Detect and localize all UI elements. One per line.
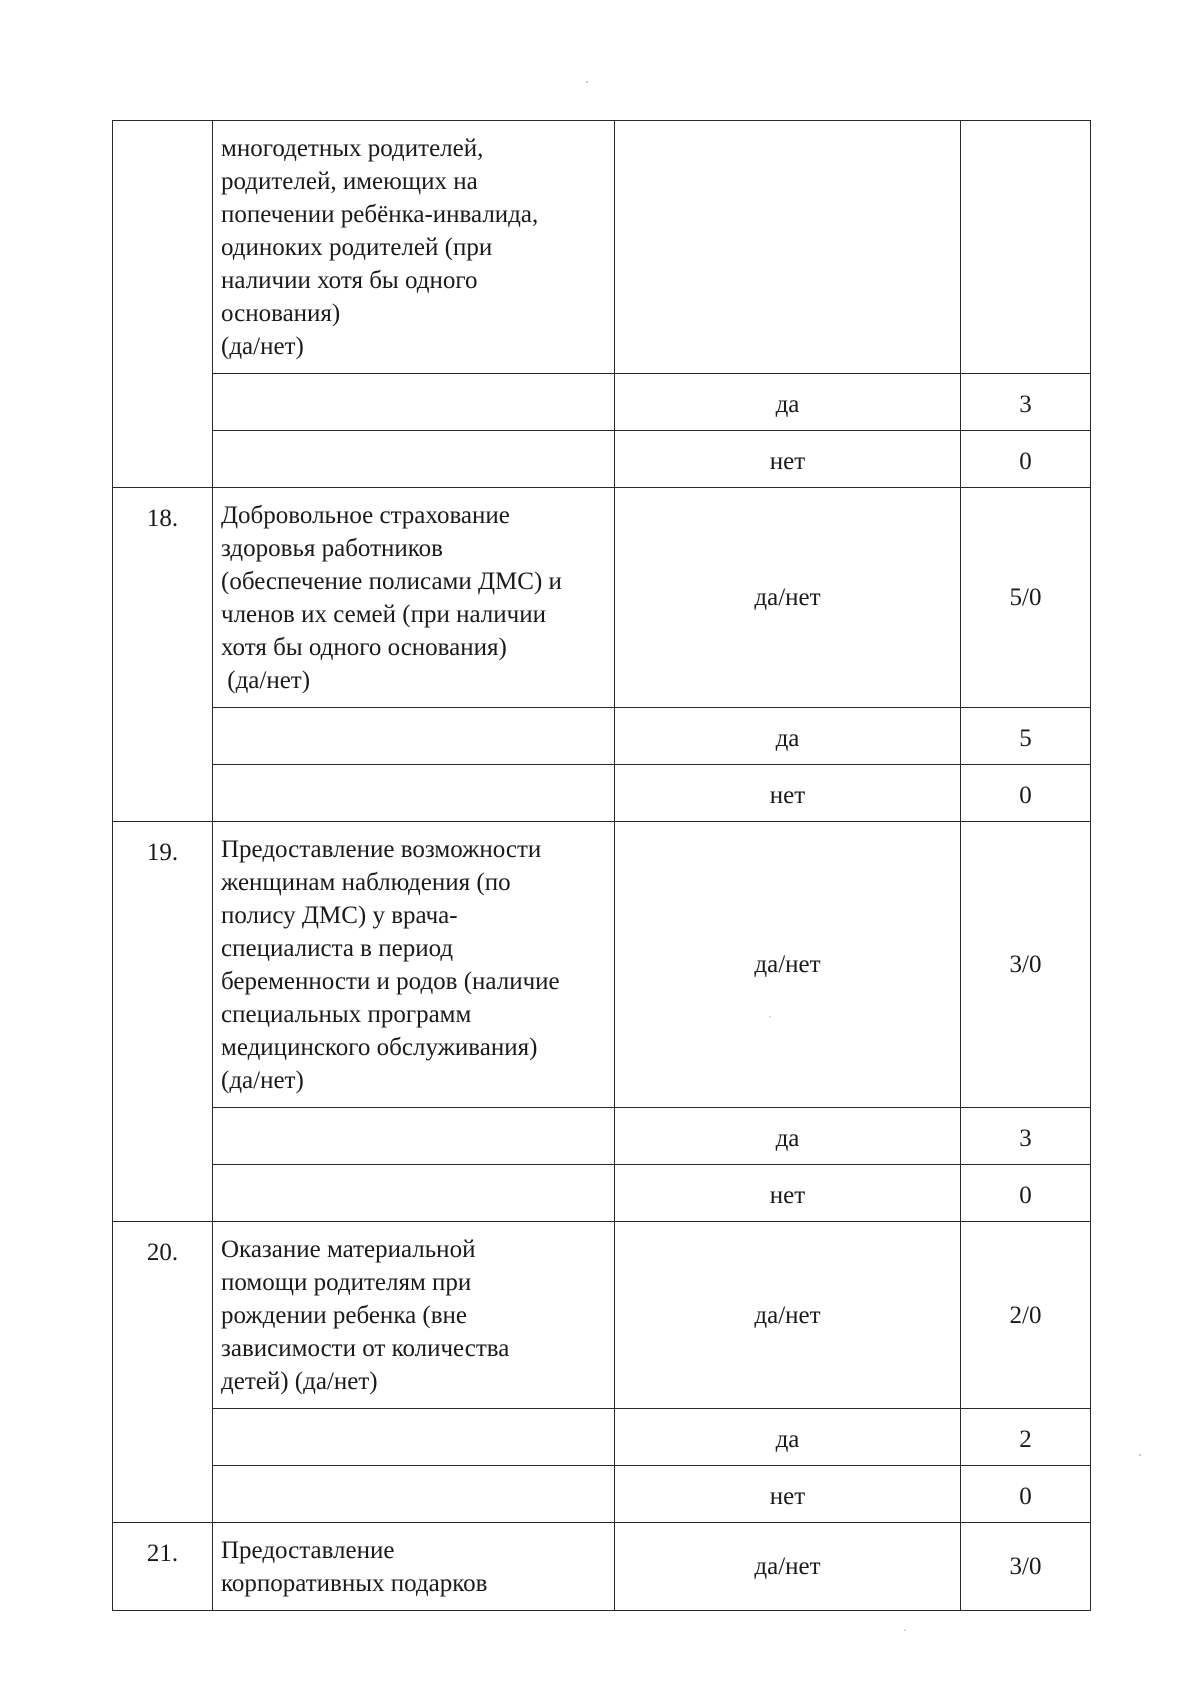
description-line: медицинского обслуживания) — [221, 1034, 538, 1061]
option-label: нет — [615, 765, 961, 822]
criterion-value: да/нет — [615, 822, 961, 1108]
option-score: 5 — [961, 708, 1091, 765]
description-line: специалиста в период — [221, 935, 454, 962]
option-score: 0 — [961, 765, 1091, 822]
criterion-score: 5/0 — [961, 488, 1091, 708]
criterion-score: 3/0 — [961, 822, 1091, 1108]
criterion-score — [961, 121, 1091, 374]
description-line: (да/нет) — [221, 1067, 304, 1094]
description-line: членов их семей (при наличии — [221, 601, 546, 628]
table-row-20 — [113, 1222, 1091, 1409]
description-line: беременности и родов (наличие — [221, 968, 560, 995]
criterion-value: да/нет — [615, 1222, 961, 1409]
option-label: нет — [615, 1165, 961, 1222]
option-score: 0 — [961, 1165, 1091, 1222]
table-row-18 — [113, 488, 1091, 708]
empty-cell — [213, 431, 615, 488]
description-line: Добровольное страхование — [221, 502, 510, 529]
option-row — [113, 1165, 1091, 1222]
option-label: да — [615, 1409, 961, 1466]
description-line: детей) (да/нет) — [221, 1368, 378, 1395]
description-line: здоровья работников — [221, 535, 443, 562]
option-label: да — [615, 708, 961, 765]
empty-cell — [213, 1108, 615, 1165]
description-line: помощи родителям при — [221, 1269, 472, 1296]
option-label: нет — [615, 431, 961, 488]
description-line: специальных программ — [221, 1001, 472, 1028]
criterion-description — [213, 121, 615, 374]
description-line: (да/нет) — [221, 333, 304, 360]
option-score: 2 — [961, 1409, 1091, 1466]
description-line: хотя бы одного основания) — [221, 634, 507, 661]
description-line: Оказание материальной — [221, 1236, 476, 1263]
option-row — [113, 765, 1091, 822]
description-line: зависимости от количества — [221, 1335, 510, 1362]
option-label: да — [615, 374, 961, 431]
description-line: Предоставление возможности — [221, 836, 542, 863]
option-row — [113, 708, 1091, 765]
option-row — [113, 431, 1091, 488]
criterion-value — [615, 121, 961, 374]
empty-cell — [213, 1409, 615, 1466]
description-line: многодетных родителей, — [221, 135, 484, 162]
criterion-value: да/нет — [615, 488, 961, 708]
description-line: (обеспечение полисами ДМС) и — [221, 568, 562, 595]
option-score: 0 — [961, 1466, 1091, 1523]
description-line: рождении ребенка (вне — [221, 1302, 468, 1329]
description-line: одиноких родителей (при — [221, 234, 493, 261]
option-row — [113, 1409, 1091, 1466]
description-line: корпоративных подарков — [221, 1570, 488, 1597]
table-row-21 — [113, 1523, 1091, 1611]
description-line: женщинам наблюдения (по — [221, 869, 511, 896]
row-number: 19. — [113, 822, 213, 1222]
description-line: попечении ребёнка-инвалида, — [221, 201, 539, 228]
description-line: Предоставление — [221, 1537, 395, 1564]
option-row — [113, 1466, 1091, 1523]
criterion-description — [213, 488, 615, 708]
criterion-description — [213, 1523, 615, 1611]
empty-cell — [213, 1165, 615, 1222]
option-label: да — [615, 1108, 961, 1165]
table-row-19 — [113, 822, 1091, 1108]
table-row-continuation — [113, 121, 1091, 374]
option-row — [113, 374, 1091, 431]
empty-cell — [213, 374, 615, 431]
row-number: 21. — [113, 1523, 213, 1611]
empty-cell — [213, 708, 615, 765]
description-line: (да/нет) — [221, 667, 311, 694]
empty-cell — [213, 1466, 615, 1523]
criterion-description — [213, 1222, 615, 1409]
criterion-value: да/нет — [615, 1523, 961, 1611]
description-line: родителей, имеющих на — [221, 168, 478, 195]
criterion-score: 3/0 — [961, 1523, 1091, 1611]
description-line: основания) — [221, 300, 341, 327]
option-row — [113, 1108, 1091, 1165]
row-number: 20. — [113, 1222, 213, 1523]
row-number: 18. — [113, 488, 213, 822]
option-score: 0 — [961, 431, 1091, 488]
option-label: нет — [615, 1466, 961, 1523]
option-score: 3 — [961, 1108, 1091, 1165]
row-number — [113, 121, 213, 488]
option-score: 3 — [961, 374, 1091, 431]
description-line: наличии хотя бы одного — [221, 267, 478, 294]
description-line: полису ДМС) у врача- — [221, 902, 458, 929]
criterion-description — [213, 822, 615, 1108]
criteria-table — [112, 120, 1091, 1611]
empty-cell — [213, 765, 615, 822]
criterion-score: 2/0 — [961, 1222, 1091, 1409]
